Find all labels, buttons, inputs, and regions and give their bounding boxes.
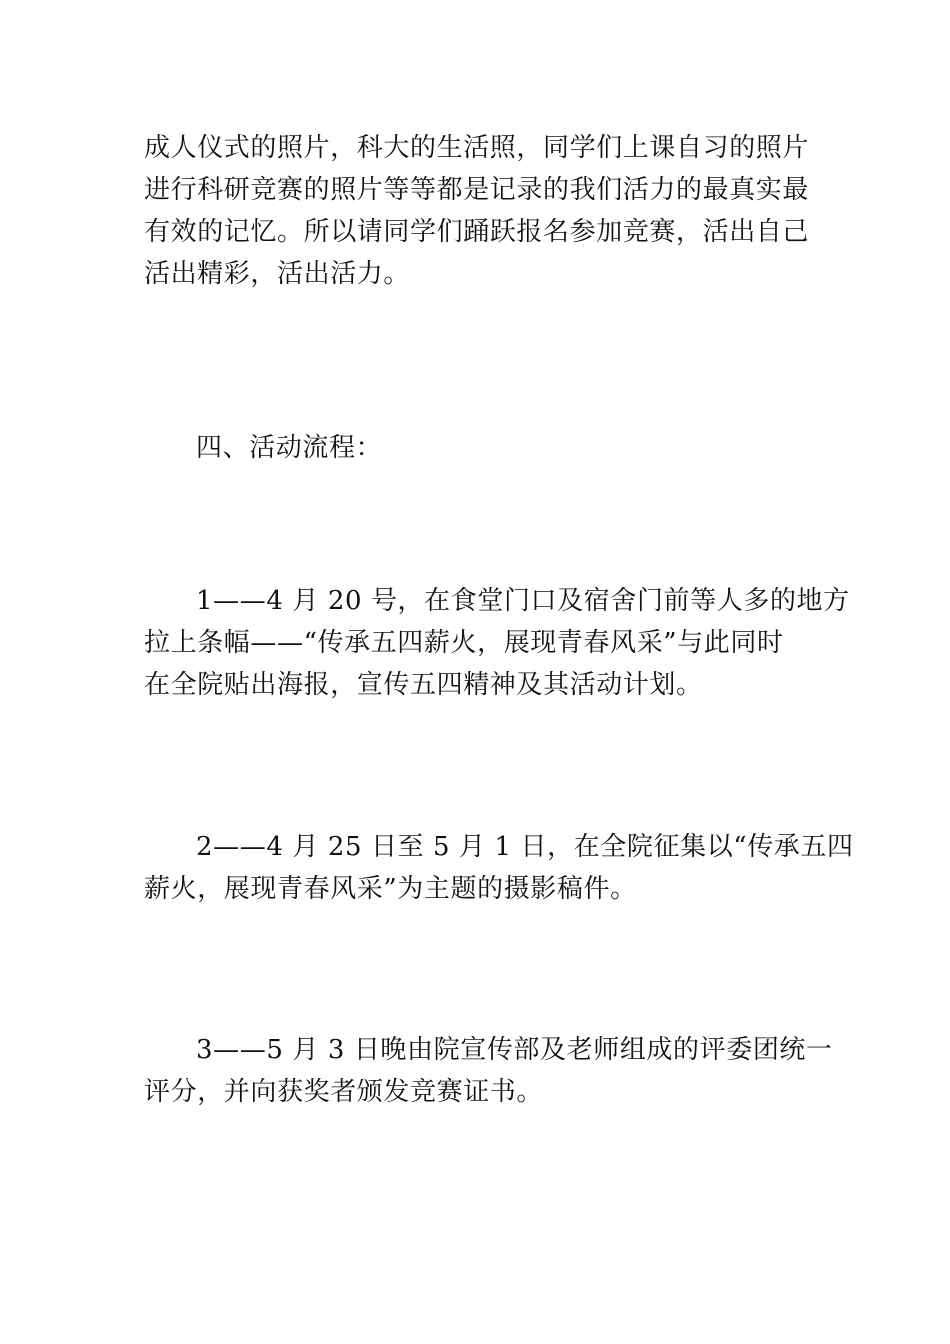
paragraph-intro-continuation xyxy=(144,127,810,295)
text-line: 评分，并向获奖者颁发竞赛证书。 xyxy=(144,1077,544,1107)
text-line: 成人仪式的照片，科大的生活照，同学们上课自习的照片 xyxy=(144,133,810,163)
paragraph-step-3 xyxy=(144,1029,833,1113)
paragraph-step-1 xyxy=(144,580,850,706)
text-line: 活出精彩，活出活力。 xyxy=(144,259,411,289)
paragraph-step-2 xyxy=(144,826,854,910)
text-line: 在全院贴出海报，宣传五四精神及其活动计划。 xyxy=(144,670,703,700)
text-line: 有效的记忆。所以请同学们踊跃报名参加竞赛，活出自己 xyxy=(144,217,810,247)
text-line: 3——5 月 3 日晚由院宣传部及老师组成的评委团统一 xyxy=(196,1035,833,1065)
text-line: 1——4 月 20 号，在食堂门口及宿舍门前等人多的地方 xyxy=(196,586,850,616)
text-line: 2——4 月 25 日至 5 月 1 日，在全院征集以“传承五四 xyxy=(196,832,854,862)
section-heading xyxy=(144,427,806,469)
section-heading-text: 四、活动流程： xyxy=(196,433,383,463)
text-line: 薪火，展现青春风采”为主题的摄影稿件。 xyxy=(144,874,637,904)
text-line: 进行科研竞赛的照片等等都是记录的我们活力的最真实最 xyxy=(144,175,810,205)
text-line: 拉上条幅——“传承五四薪火，展现青春风采”与此同时 xyxy=(144,628,784,658)
